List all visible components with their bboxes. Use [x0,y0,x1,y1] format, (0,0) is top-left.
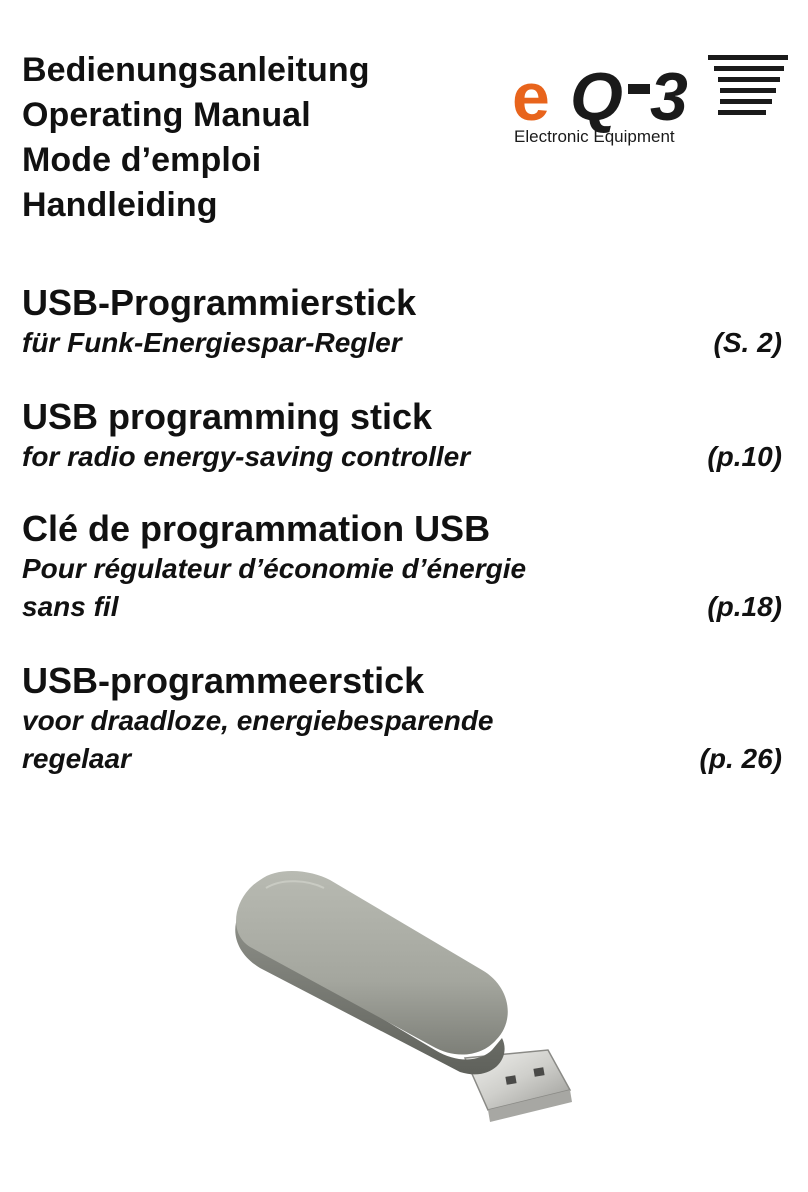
product-nl [22,660,782,778]
logo-dash [628,84,650,94]
page-reference: (p.10) [707,441,782,472]
logo-digit-3: 3 [650,59,688,135]
product-name: USB-Programmierstick [22,282,417,323]
product-de [22,282,782,362]
usb-stick-photo [220,860,600,1160]
page-reference: (p.18) [707,591,782,622]
title-en: Operating Manual [22,96,311,134]
product-en [22,396,782,476]
title-fr: Mode d’emploi [22,141,262,179]
eq3-logo [508,50,790,150]
product-desc: for radio energy-saving controller [22,441,471,472]
logo-letter-e: e [512,59,550,135]
product-desc-cont: sans fil [22,591,119,622]
product-desc: voor draadloze, energiebesparende [22,705,494,736]
logo-speed-lines [708,55,788,115]
page-reference: (p. 26) [699,743,782,774]
product-desc: Pour régulateur d’économie d’énergie [22,553,527,584]
product-name: USB programming stick [22,396,433,437]
title-nl: Handleiding [22,186,218,224]
product-name: USB-programmeerstick [22,660,425,701]
manual-titles [22,48,370,228]
product-name: Clé de programmation USB [22,508,491,549]
title-de: Bedienungsanleitung [22,51,370,89]
product-desc: für Funk-Energiespar-Regler [22,327,402,358]
logo-tagline: Electronic Equipment [514,127,675,146]
product-fr [22,508,782,626]
logo-letter-q: Q [570,59,623,135]
page-reference: (S. 2) [713,327,782,358]
product-desc-cont: regelaar [22,743,131,774]
